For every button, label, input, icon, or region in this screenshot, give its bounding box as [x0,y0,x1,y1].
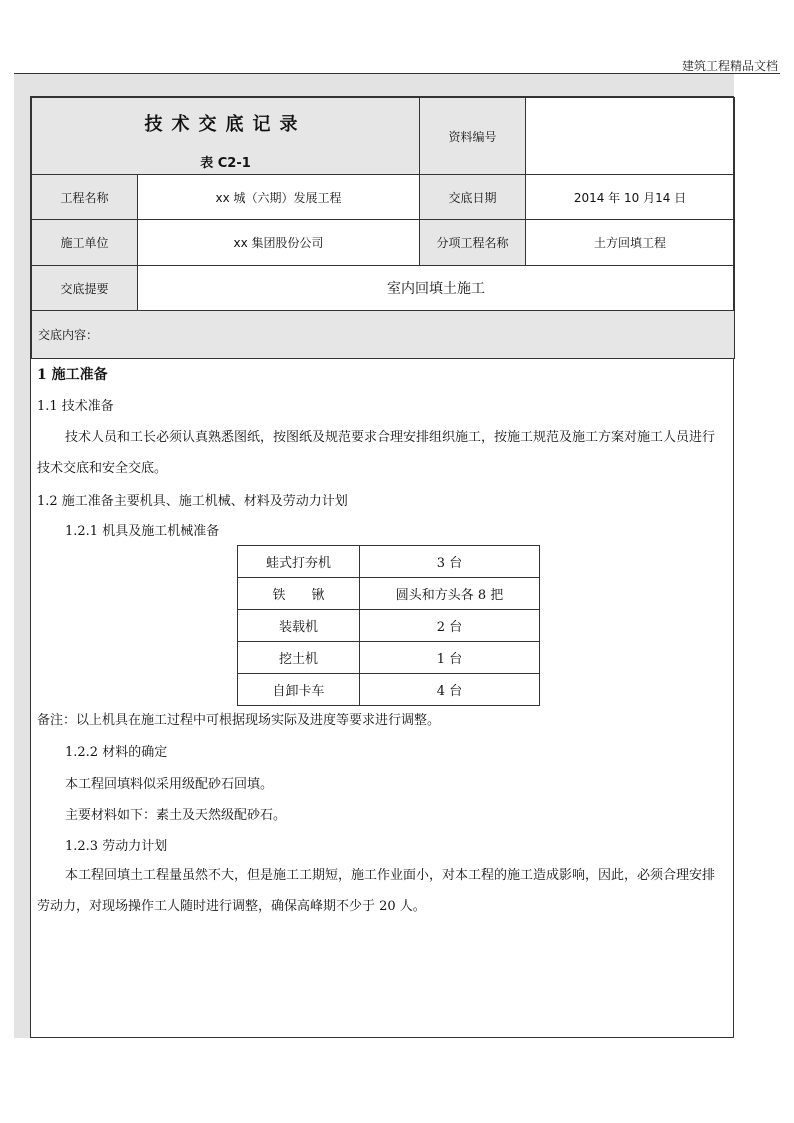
table-row [238,610,540,642]
equipment-qty: 3 台 [360,546,540,578]
paragraph-labor-plan: 本工程回填土工程量虽然不大，但是施工工期短，施工作业面小，对本工程的施工造成影响，因此，必须合理安排劳动力，对现场操作工人随时进行调整，确保高峰期不少于 20 人。 [37,868,716,914]
table-row [238,674,540,706]
section-1-2-2-heading: 1.2.2 材料的确定 [65,745,168,760]
date-value: 2014 年 10 月14 日 [526,175,735,220]
equipment-qty: 1 台 [360,642,540,674]
equipment-name: 自卸卡车 [238,674,360,706]
equipment-name: 蛙式打夯机 [238,546,360,578]
equipment-name: 挖土机 [238,642,360,674]
form-number: 表 C2-1 [200,156,251,171]
form-header-table [31,97,735,359]
project-name-value: xx 城（六期）发展工程 [138,175,420,220]
page-header-label: 建筑工程精品文档 [681,59,778,73]
section-1-2-1-heading: 1.2.1 机具及施工机械准备 [65,524,220,539]
subitem-label: 分项工程名称 [420,220,526,266]
doc-no-label: 资料编号 [420,98,526,175]
gray-band-top [14,74,734,96]
section-1-1-heading: 1.1 技术准备 [37,399,114,414]
material-line-1: 本工程回填料似采用级配砂石回填。 [65,777,274,792]
content-label: 交底内容： [32,311,735,359]
unit-label: 施工单位 [32,220,138,266]
doc-no-value [526,98,735,175]
date-label: 交底日期 [420,175,526,220]
table-row [238,546,540,578]
equipment-table [237,545,540,706]
technical-disclosure-form [30,96,734,1038]
summary-value: 室内回填土施工 [138,266,735,311]
equipment-qty: 2 台 [360,610,540,642]
equipment-name: 装载机 [238,610,360,642]
equipment-note: 备注：以上机具在施工过程中可根据现场实际及进度等要求进行调整。 [37,713,441,728]
section-1-2-3-heading: 1.2.3 劳动力计划 [65,839,168,854]
equipment-qty: 4 台 [360,674,540,706]
form-title-cell [32,98,420,175]
table-row [238,578,540,610]
equipment-name: 铁 锹 [238,578,360,610]
form-title: 技术交底记录 [144,114,307,135]
paragraph-technical-prep: 技术人员和工长必须认真熟悉图纸，按图纸及规范要求合理安排组织施工，按施工规范及施工方案对施工人员进行技术交底和安全交底。 [37,430,716,476]
summary-label: 交底提要 [32,266,138,311]
project-name-label: 工程名称 [32,175,138,220]
material-line-2: 主要材料如下：素土及天然级配砂石。 [65,808,287,823]
section-1-2-heading: 1.2 施工准备主要机具、施工机械、材料及劳动力计划 [37,494,348,509]
section-1-heading: 1 施工准备 [37,367,108,383]
unit-value: xx 集团股份公司 [138,220,420,266]
equipment-qty: 圆头和方头各 8 把 [360,578,540,610]
gray-strip-left [14,96,30,1038]
table-row [238,642,540,674]
subitem-value: 土方回填工程 [526,220,735,266]
